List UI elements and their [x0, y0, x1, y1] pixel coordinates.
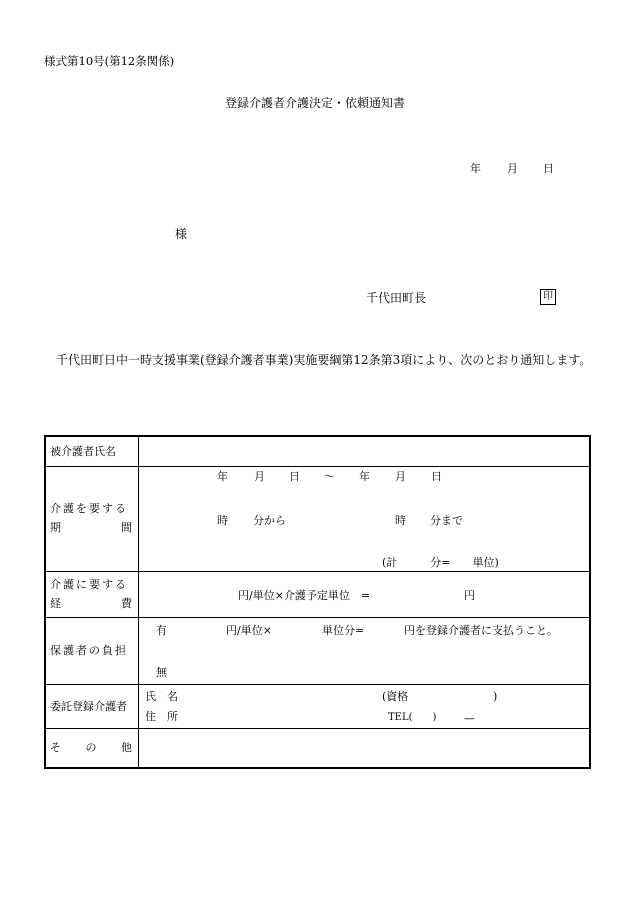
issuer-name: 千代田町長	[366, 291, 427, 305]
care-period-label-ki: 期	[50, 521, 61, 534]
cost-yen: 円	[464, 589, 475, 602]
time-to-hour: 時	[395, 514, 406, 527]
qualification-open: (資格	[382, 690, 409, 703]
care-period-label-line2	[50, 522, 132, 533]
seal-mark: 印	[540, 289, 556, 305]
label-column-divider	[138, 435, 139, 767]
row-divider	[44, 617, 589, 618]
care-recipient-name-label	[50, 446, 132, 457]
other-label-no: の	[85, 741, 97, 754]
body-text: 千代田町日中一時支援事業(登録介護者事業)実施要綱第12条第3項により、次のとおり通知します。	[56, 353, 592, 367]
care-recipient-name-field[interactable]	[140, 437, 586, 465]
commissioned-caregiver-label: 委託登録介護者	[50, 700, 127, 713]
date-year-label: 年	[470, 162, 481, 175]
form-table	[44, 435, 589, 767]
tel-dash: —	[464, 712, 475, 725]
period-to-day: 日	[431, 470, 442, 483]
period-from-day: 日	[289, 470, 300, 483]
burden-formula-per-unit: 円/単位×	[226, 624, 272, 637]
burden-yes-option: 有	[156, 624, 167, 637]
cost-formula: 円/単位×介護予定単位 =	[238, 589, 371, 602]
care-cost-label-line1: 介護に要する	[50, 578, 128, 591]
care-period-label-kan: 間	[121, 521, 132, 534]
burden-no-option: 無	[156, 666, 167, 679]
care-cost-label-hi: 費	[121, 597, 132, 610]
period-from-month: 月	[254, 470, 265, 483]
caregiver-tel: TEL( )	[388, 712, 437, 723]
period-from-year: 年	[217, 470, 228, 483]
date-day-label: 日	[543, 162, 554, 175]
caregiver-address-label: 住 所	[145, 710, 178, 723]
period-to-month: 月	[395, 470, 406, 483]
date-month-label: 月	[507, 162, 518, 175]
care-cost-label	[50, 579, 132, 609]
row-divider	[44, 571, 589, 572]
caregiver-name-label: 氏 名	[145, 690, 178, 703]
burden-formula-units: 単位分=	[322, 624, 365, 637]
time-from-minute: 分から	[253, 514, 286, 527]
other-label	[50, 742, 132, 753]
burden-formula-payment: 円を登録介護者に支払うこと。	[404, 624, 558, 637]
recipient-honorific: 様	[175, 227, 188, 241]
period-tilde: 〜	[324, 470, 335, 483]
row-divider	[44, 684, 589, 685]
row-divider	[44, 728, 589, 729]
other-label-so: そ	[50, 741, 61, 754]
care-cost-label-kei: 経	[50, 597, 61, 610]
time-from-hour: 時	[217, 514, 228, 527]
document-title: 登録介護者介護決定・依頼通知書	[224, 96, 405, 110]
row-divider	[44, 466, 589, 467]
time-to-minute: 分まで	[430, 514, 463, 527]
period-to-year: 年	[359, 470, 370, 483]
qualification-close: )	[493, 690, 498, 703]
other-field[interactable]	[140, 730, 586, 764]
care-period-label-line1: 介護を要する	[50, 502, 128, 515]
care-recipient-name-text: 被介護者氏名	[50, 445, 116, 458]
care-cost-label-line2	[50, 598, 132, 609]
guardian-burden-label: 保護者の負担	[50, 644, 128, 657]
other-label-ta: 他	[121, 741, 132, 754]
form-number: 様式第10号(第12条関係)	[44, 54, 175, 68]
period-total: (計 分= 単位)	[382, 556, 499, 569]
care-period-label	[50, 503, 132, 533]
